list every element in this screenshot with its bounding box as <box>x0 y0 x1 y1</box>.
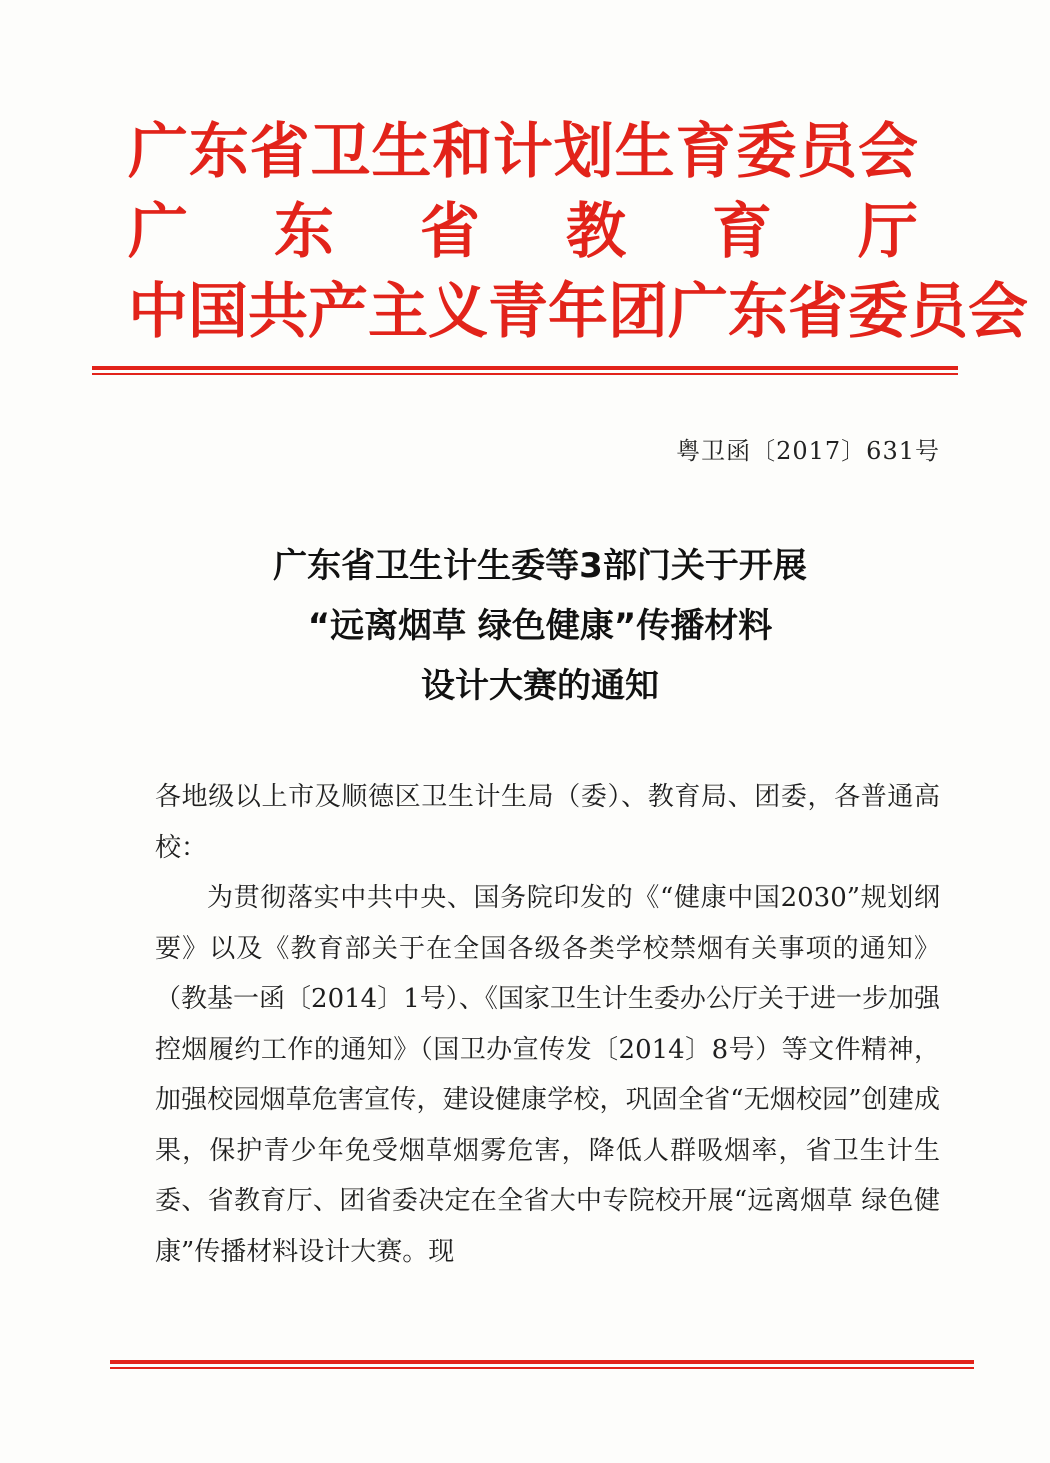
letterhead-char: 省 <box>249 117 310 187</box>
letterhead-char: 省 <box>788 277 848 347</box>
letterhead-char: 广 <box>128 117 188 187</box>
document-body <box>155 772 940 1277</box>
letterhead-char: 计 <box>492 117 553 187</box>
letterhead-char: 卫 <box>310 117 371 187</box>
letterhead-char: 东 <box>728 277 788 347</box>
addressee: 各地级以上市及顺德区卫生计生局（委）、教育局、团委，各普通高校： <box>155 782 940 863</box>
letterhead-char: 年 <box>548 277 608 347</box>
letterhead-char: 中 <box>128 277 188 347</box>
letterhead-char: 员 <box>908 277 968 347</box>
letterhead-char: 主 <box>368 277 428 347</box>
letterhead-char: 国 <box>188 277 248 347</box>
letterhead-char: 生 <box>614 117 675 187</box>
letterhead-line-education-dept <box>128 192 918 272</box>
letterhead-char: 委 <box>848 277 908 347</box>
letterhead-char: 教 <box>566 197 626 267</box>
letterhead-char: 广 <box>668 277 728 347</box>
title-line-3: 设计大赛的通知 <box>421 666 659 706</box>
letterhead-char: 会 <box>968 277 1028 347</box>
letterhead-char: 青 <box>488 277 548 347</box>
footer-divider <box>110 1360 974 1364</box>
letterhead-char: 东 <box>188 117 249 187</box>
letterhead-char: 广 <box>128 197 188 267</box>
document-title <box>130 536 950 716</box>
letterhead-char: 育 <box>675 117 736 187</box>
letterhead-char: 和 <box>432 117 493 187</box>
letterhead-char: 会 <box>857 117 918 187</box>
letterhead-divider <box>92 366 958 370</box>
letterhead-char: 东 <box>274 197 334 267</box>
letterhead-char: 厅 <box>858 197 918 267</box>
letterhead-char: 生 <box>371 117 432 187</box>
letterhead-char: 省 <box>420 197 480 267</box>
title-line-1: 广东省卫生计生委等3部门关于开展 <box>273 546 807 586</box>
letterhead-line-health-commission <box>128 112 918 192</box>
title-line-2: “远离烟草 绿色健康”传播材料 <box>307 606 773 646</box>
letterhead-char: 共 <box>248 277 308 347</box>
letterhead-char: 义 <box>428 277 488 347</box>
letterhead-char: 产 <box>308 277 368 347</box>
body-paragraph: 为贯彻落实中共中央、国务院印发的《“健康中国2030”规划纲要》以及《教育部关于在全国各级各类学校禁烟有关事项的通知》（教基一函〔2014〕1号）、《国家卫生计生委办公厅关于进一步加强控烟履约工作的通知》（国卫办宣传发〔2014〕8号）等文件精神，加强校园烟草危害宣传，建设健康学校，巩固全省“无烟校园”创建成果，保护青少年免受烟草烟雾危害，降低人群吸烟率，省卫生计生委、省教育厅、团省委决定在全省大中专院校开展“远离烟草 绿色健康”传播材料设计大赛。现 <box>155 883 940 1267</box>
letterhead-line-youth-league <box>128 272 1028 352</box>
letterhead-char: 育 <box>712 197 772 267</box>
letterhead-char: 团 <box>608 277 668 347</box>
letterhead-char: 员 <box>797 117 858 187</box>
letterhead-char: 划 <box>553 117 614 187</box>
letterhead-char: 委 <box>736 117 797 187</box>
letterhead <box>128 112 1028 352</box>
document-number: 粤卫函〔2017〕631号 <box>676 437 940 465</box>
